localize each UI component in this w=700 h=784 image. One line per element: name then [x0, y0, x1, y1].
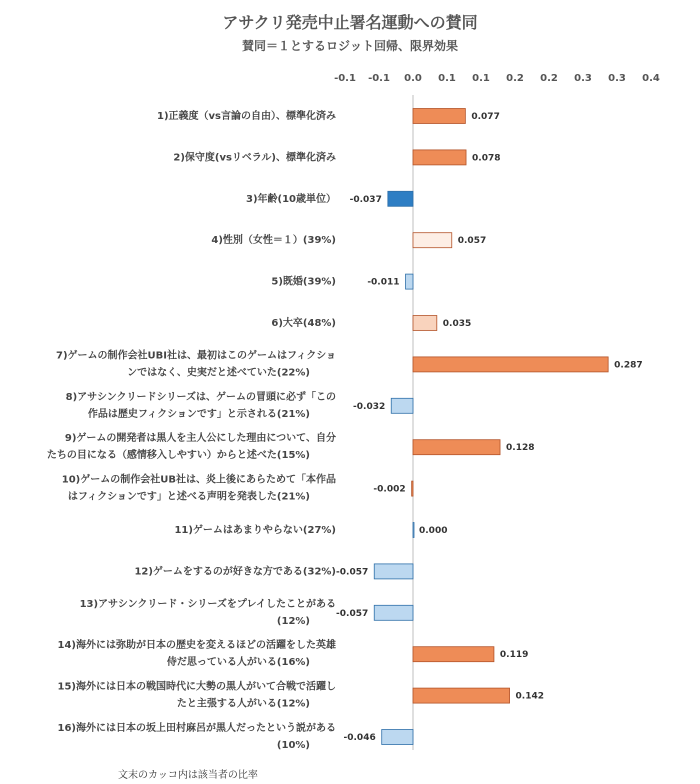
category-label-line: 10)ゲームの制作会社UB社は、炎上後にあらためて「本作品 — [61, 474, 336, 486]
category-label — [246, 192, 336, 205]
value-label: 0.119 — [499, 650, 529, 661]
bar — [391, 398, 413, 413]
x-tick-label: 0.3 — [608, 73, 626, 84]
bar — [413, 688, 510, 703]
bar — [413, 440, 500, 455]
category-label-line: 8)アサシンクリードシリーズは、ゲームの冒頭に必ず「この — [65, 391, 336, 403]
value-label: 0.287 — [614, 360, 643, 371]
category-label — [174, 524, 336, 536]
value-label: -0.057 — [336, 608, 369, 619]
value-label: -0.011 — [367, 277, 400, 288]
category-label — [66, 390, 336, 420]
value-label: 0.078 — [472, 153, 501, 164]
category-label-line: 侍だ思っている人がいる(16%) — [166, 657, 310, 669]
bar — [413, 316, 437, 331]
category-label-line: はフィクションです」と述べる声明を発表した(21%) — [67, 491, 310, 503]
bar — [413, 150, 466, 165]
bar — [406, 274, 413, 289]
chart-subtitle: 賛同＝１とするロジット回帰、限界効果 — [241, 39, 458, 53]
category-label-line: 3)年齢(10歳単位） — [245, 193, 336, 205]
bar — [413, 233, 452, 248]
category-label-line: 11)ゲームはあまりやらない(27%) — [174, 525, 336, 536]
x-tick-label: 0.2 — [540, 73, 558, 84]
category-label — [58, 638, 337, 668]
value-label: 0.128 — [506, 443, 535, 454]
category-label-line: 16)海外には日本の坂上田村麻呂が黒人だったという説がある — [57, 723, 336, 734]
category-label-line: 9)ゲームの開発者は黒人を主人公にした理由について、自分 — [64, 433, 336, 445]
category-label-line: たと主張する人がいる(12%) — [176, 698, 310, 710]
category-label — [271, 275, 336, 288]
value-label: -0.057 — [336, 567, 369, 578]
category-label-line: 14)海外には弥助が日本の歴史を変えるほどの活躍をした英雄 — [57, 640, 336, 652]
value-label: -0.032 — [353, 401, 386, 412]
bar — [388, 191, 413, 206]
category-label — [271, 316, 336, 329]
category-label — [211, 233, 336, 246]
bar — [413, 109, 465, 124]
bar — [412, 481, 413, 496]
chart-title: アサクリ発売中止署名運動への賛同 — [222, 13, 478, 32]
category-label-line: (10%) — [276, 740, 310, 751]
category-label-line: 4)性別（女性＝１）(39%) — [211, 235, 336, 247]
chart-note: 文末のカッコ内は該当者の比率 — [118, 770, 258, 781]
category-label-line: 2)保守度(vsリベラル)、標準化済み — [173, 152, 336, 164]
category-label-line: 7)ゲームの制作会社UBI社は、最初はこのゲームはフィクショ — [56, 350, 336, 362]
bar — [382, 730, 413, 745]
value-label: 0.000 — [419, 526, 448, 536]
category-label — [173, 150, 336, 163]
bar — [413, 647, 494, 662]
bar — [413, 357, 608, 372]
category-label-line: 作品は歴史フィクションです」と示される(21%) — [87, 408, 310, 420]
category-label-line: ンではなく、史実だと述べていた(22%) — [127, 367, 310, 379]
x-tick-label: 0.0 — [404, 73, 422, 84]
category-label-line: 12)ゲームをするのが好きな方である(32%) — [134, 566, 336, 578]
category-label — [157, 109, 336, 122]
x-tick-label: 0.1 — [472, 73, 490, 84]
value-label: 0.057 — [457, 236, 487, 247]
value-label: -0.037 — [349, 194, 382, 205]
x-tick-label: 0.4 — [642, 73, 660, 84]
value-label: -0.002 — [373, 484, 406, 495]
x-tick-label: -0.1 — [334, 73, 356, 84]
value-label: 0.142 — [515, 691, 545, 702]
value-label: 0.077 — [471, 112, 500, 122]
category-label-line: 5)既婚(39%) — [271, 276, 336, 288]
category-label — [58, 721, 337, 751]
category-label — [58, 680, 337, 710]
category-label — [80, 597, 336, 627]
x-tick-label: 0.3 — [574, 73, 592, 84]
category-label — [56, 348, 336, 378]
value-label: 0.035 — [442, 319, 472, 329]
bar — [374, 605, 413, 620]
category-label-line: 13)アサシンクリード・シリーズをプレイしたことがある — [79, 598, 336, 610]
category-label-line: 6)大卒(48%) — [271, 318, 336, 329]
category-label — [62, 473, 336, 503]
category-label — [134, 564, 336, 577]
category-label — [47, 431, 336, 461]
value-label: -0.046 — [343, 733, 376, 743]
category-label-line: たちの目になる（感情移入しやすい）からと述べた(15%) — [46, 450, 310, 462]
category-label-line: 15)海外には日本の戦国時代に大勢の黒人がいて合戦で活躍し — [57, 681, 336, 693]
bar — [413, 523, 414, 538]
category-label-line: 1)正義度（vs言論の自由）、標準化済み — [157, 111, 336, 122]
x-tick-label: 0.2 — [506, 73, 524, 84]
x-tick-label: -0.1 — [368, 73, 390, 84]
category-label-line: (12%) — [276, 615, 310, 627]
bar — [374, 564, 413, 579]
x-tick-label: 0.1 — [438, 73, 456, 84]
